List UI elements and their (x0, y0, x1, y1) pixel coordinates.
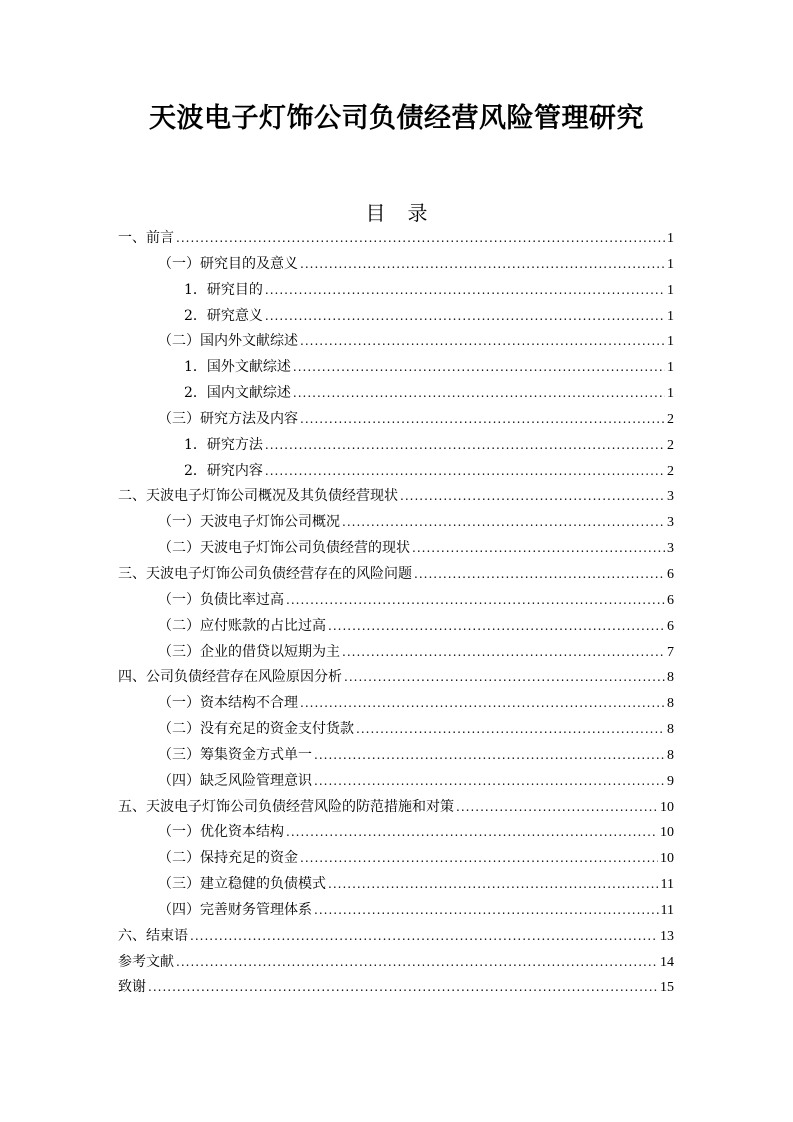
toc-entry-label: 研究内容 (206, 462, 263, 479)
table-of-contents (118, 226, 674, 1001)
toc-entry[interactable] (118, 304, 674, 330)
toc-entry[interactable] (118, 820, 674, 846)
toc-leader-dots (356, 717, 665, 743)
toc-entry-label: 公司负债经营存在风险原因分析 (146, 669, 342, 686)
toc-entry[interactable] (118, 691, 674, 717)
toc-entry[interactable] (118, 665, 674, 691)
toc-leader-dots (265, 278, 665, 304)
toc-entry-number: （二） (158, 617, 200, 634)
toc-entry-number: 六、 (118, 927, 146, 944)
toc-entry-number: 二、 (118, 488, 146, 505)
toc-leader-dots (344, 665, 665, 691)
toc-entry[interactable] (118, 640, 674, 666)
toc-entry-number: 2． (184, 307, 207, 324)
toc-entry-page: 2 (667, 411, 674, 427)
toc-entry-number: 1． (184, 436, 207, 453)
toc-entry-number: （二） (158, 540, 200, 557)
toc-leader-dots (300, 407, 665, 433)
toc-entry[interactable] (118, 588, 674, 614)
toc-entry-number: 2． (184, 462, 207, 479)
toc-entry-page: 3 (667, 515, 674, 531)
document-title: 天波电子灯饰公司负债经营风险管理研究 (149, 103, 644, 134)
toc-entry-label: 国外文献综述 (206, 359, 291, 376)
toc-entry-page: 8 (667, 670, 674, 686)
toc-leader-dots (293, 355, 665, 381)
toc-leader-dots (342, 510, 665, 536)
toc-entry-number: （二） (158, 850, 200, 867)
toc-entry-label: 没有充足的资金支付货款 (200, 721, 354, 738)
toc-entry-number: （四） (158, 772, 200, 789)
toc-entry[interactable] (118, 329, 674, 355)
toc-leader-dots (314, 898, 659, 924)
toc-entry-number: 2． (184, 385, 207, 402)
toc-entry-page: 6 (667, 566, 674, 582)
toc-entry-label: 国内文献综述 (206, 385, 291, 402)
toc-entry-page: 9 (667, 773, 674, 789)
toc-entry-number: 1． (184, 359, 207, 376)
toc-entry-page: 8 (667, 696, 674, 712)
toc-heading (0, 197, 793, 226)
toc-entry-number: （四） (158, 901, 200, 918)
toc-leader-dots (300, 329, 665, 355)
toc-heading-char-1: 目 (365, 201, 386, 225)
toc-leader-dots (176, 950, 658, 976)
toc-leader-dots (342, 640, 665, 666)
toc-entry-label: 建立稳健的负债模式 (200, 876, 326, 893)
toc-entry-label: 筹集资金方式单一 (200, 746, 312, 763)
toc-entry[interactable] (118, 614, 674, 640)
toc-entry[interactable] (118, 795, 674, 821)
toc-entry-page: 3 (667, 541, 674, 557)
toc-entry[interactable] (118, 872, 674, 898)
toc-entry[interactable] (118, 898, 674, 924)
toc-entry-label: 研究方法 (206, 436, 263, 453)
toc-entry-label: 致谢 (118, 979, 146, 996)
toc-leader-dots (300, 252, 665, 278)
toc-entry[interactable] (118, 743, 674, 769)
toc-entry[interactable] (118, 226, 674, 252)
toc-entry-label: 研究目的 (206, 281, 263, 298)
toc-leader-dots (300, 846, 658, 872)
toc-leader-dots (148, 975, 658, 1001)
toc-entry-number: （一） (158, 824, 200, 841)
toc-entry[interactable] (118, 975, 674, 1001)
toc-leader-dots (328, 872, 659, 898)
toc-entry-page: 10 (660, 799, 674, 815)
toc-entry[interactable] (118, 278, 674, 304)
toc-entry-label: 天波电子灯饰公司概况 (200, 514, 340, 531)
toc-entry-page: 15 (660, 980, 674, 996)
toc-entry-number: （三） (158, 643, 200, 660)
toc-entry-page: 11 (660, 902, 674, 918)
toc-entry[interactable] (118, 484, 674, 510)
toc-entry-number: （三） (158, 876, 200, 893)
toc-leader-dots (400, 484, 665, 510)
toc-leader-dots (456, 795, 658, 821)
toc-entry[interactable] (118, 355, 674, 381)
toc-entry-page: 8 (667, 722, 674, 738)
toc-entry-label: 国内外文献综述 (200, 333, 298, 350)
toc-entry-page: 2 (667, 437, 674, 453)
toc-entry-number: 四、 (118, 669, 146, 686)
toc-leader-dots (328, 614, 665, 640)
toc-entry-label: 天波电子灯饰公司负债经营风险的防范措施和对策 (146, 798, 454, 815)
toc-leader-dots (314, 769, 665, 795)
toc-entry-number: （一） (158, 591, 200, 608)
toc-leader-dots (300, 691, 665, 717)
toc-leader-dots (412, 536, 665, 562)
toc-entry-page: 8 (667, 747, 674, 763)
toc-entry-label: 参考文献 (118, 953, 174, 970)
toc-entry-page: 14 (660, 954, 674, 970)
toc-entry[interactable] (118, 562, 674, 588)
toc-entry-number: （一） (158, 695, 200, 712)
toc-leader-dots (265, 459, 665, 485)
toc-leader-dots (176, 226, 665, 252)
toc-entry-label: 天波电子灯饰公司负债经营存在的风险问题 (146, 565, 412, 582)
toc-entry-label: 优化资本结构 (200, 824, 284, 841)
toc-entry-label: 天波电子灯饰公司概况及其负债经营现状 (146, 488, 398, 505)
toc-entry[interactable] (118, 950, 674, 976)
toc-entry-page: 13 (660, 928, 674, 944)
toc-entry-label: 资本结构不合理 (200, 695, 298, 712)
toc-entry-label: 研究方法及内容 (200, 410, 298, 427)
toc-heading-char-2: 录 (407, 201, 428, 225)
toc-entry[interactable] (118, 407, 674, 433)
toc-leader-dots (286, 588, 665, 614)
toc-entry[interactable] (118, 433, 674, 459)
toc-entry-page: 10 (660, 825, 674, 841)
toc-entry-label: 结束语 (146, 927, 188, 944)
toc-entry-number: （一） (158, 514, 200, 531)
toc-entry-page: 1 (667, 360, 674, 376)
toc-entry[interactable] (118, 536, 674, 562)
toc-entry[interactable] (118, 381, 674, 407)
toc-entry[interactable] (118, 252, 674, 278)
toc-entry-page: 1 (667, 231, 674, 246)
toc-leader-dots (265, 304, 665, 330)
toc-leader-dots (314, 743, 665, 769)
toc-entry-page: 1 (667, 386, 674, 402)
toc-entry-page: 1 (667, 334, 674, 350)
toc-entry-label: 应付账款的占比过高 (200, 617, 326, 634)
toc-entry[interactable] (118, 769, 674, 795)
toc-entry-number: （二） (158, 333, 200, 350)
toc-entry-label: 保持充足的资金 (200, 850, 298, 867)
toc-entry-page: 1 (667, 308, 674, 324)
toc-entry-page: 2 (667, 463, 674, 479)
toc-entry-number: 三、 (118, 565, 146, 582)
toc-entry-number: 一、 (118, 230, 146, 246)
toc-entry-label: 前言 (146, 230, 174, 246)
toc-entry-number: （三） (158, 746, 200, 763)
toc-entry[interactable] (118, 717, 674, 743)
toc-entry-page: 6 (667, 618, 674, 634)
toc-leader-dots (190, 924, 658, 950)
toc-entry-page: 7 (667, 644, 674, 660)
toc-entry-page: 6 (667, 592, 674, 608)
toc-leader-dots (265, 433, 665, 459)
toc-entry[interactable] (118, 846, 674, 872)
toc-entry-number: （一） (158, 255, 200, 272)
toc-leader-dots (414, 562, 665, 588)
toc-entry-label: 研究意义 (206, 307, 263, 324)
toc-entry[interactable] (118, 924, 674, 950)
toc-entry-page: 1 (667, 256, 674, 272)
toc-entry-number: （二） (158, 721, 200, 738)
toc-entry-label: 缺乏风险管理意识 (200, 772, 312, 789)
toc-entry-page: 3 (667, 489, 674, 505)
toc-entry-number: 1． (184, 281, 207, 298)
toc-entry-label: 完善财务管理体系 (200, 901, 312, 918)
toc-entry-label: 研究目的及意义 (200, 255, 298, 272)
toc-entry-label: 天波电子灯饰公司负债经营的现状 (200, 540, 410, 557)
toc-entry[interactable] (118, 510, 674, 536)
toc-entry-label: 负债比率过高 (200, 591, 284, 608)
toc-entry-page: 10 (660, 851, 674, 867)
toc-entry-label: 企业的借贷以短期为主 (200, 643, 340, 660)
toc-entry-number: 五、 (118, 798, 146, 815)
toc-entry[interactable] (118, 459, 674, 485)
toc-leader-dots (293, 381, 665, 407)
toc-entry-page: 1 (667, 282, 674, 298)
toc-entry-page: 11 (660, 877, 674, 893)
toc-leader-dots (286, 820, 658, 846)
toc-entry-number: （三） (158, 410, 200, 427)
